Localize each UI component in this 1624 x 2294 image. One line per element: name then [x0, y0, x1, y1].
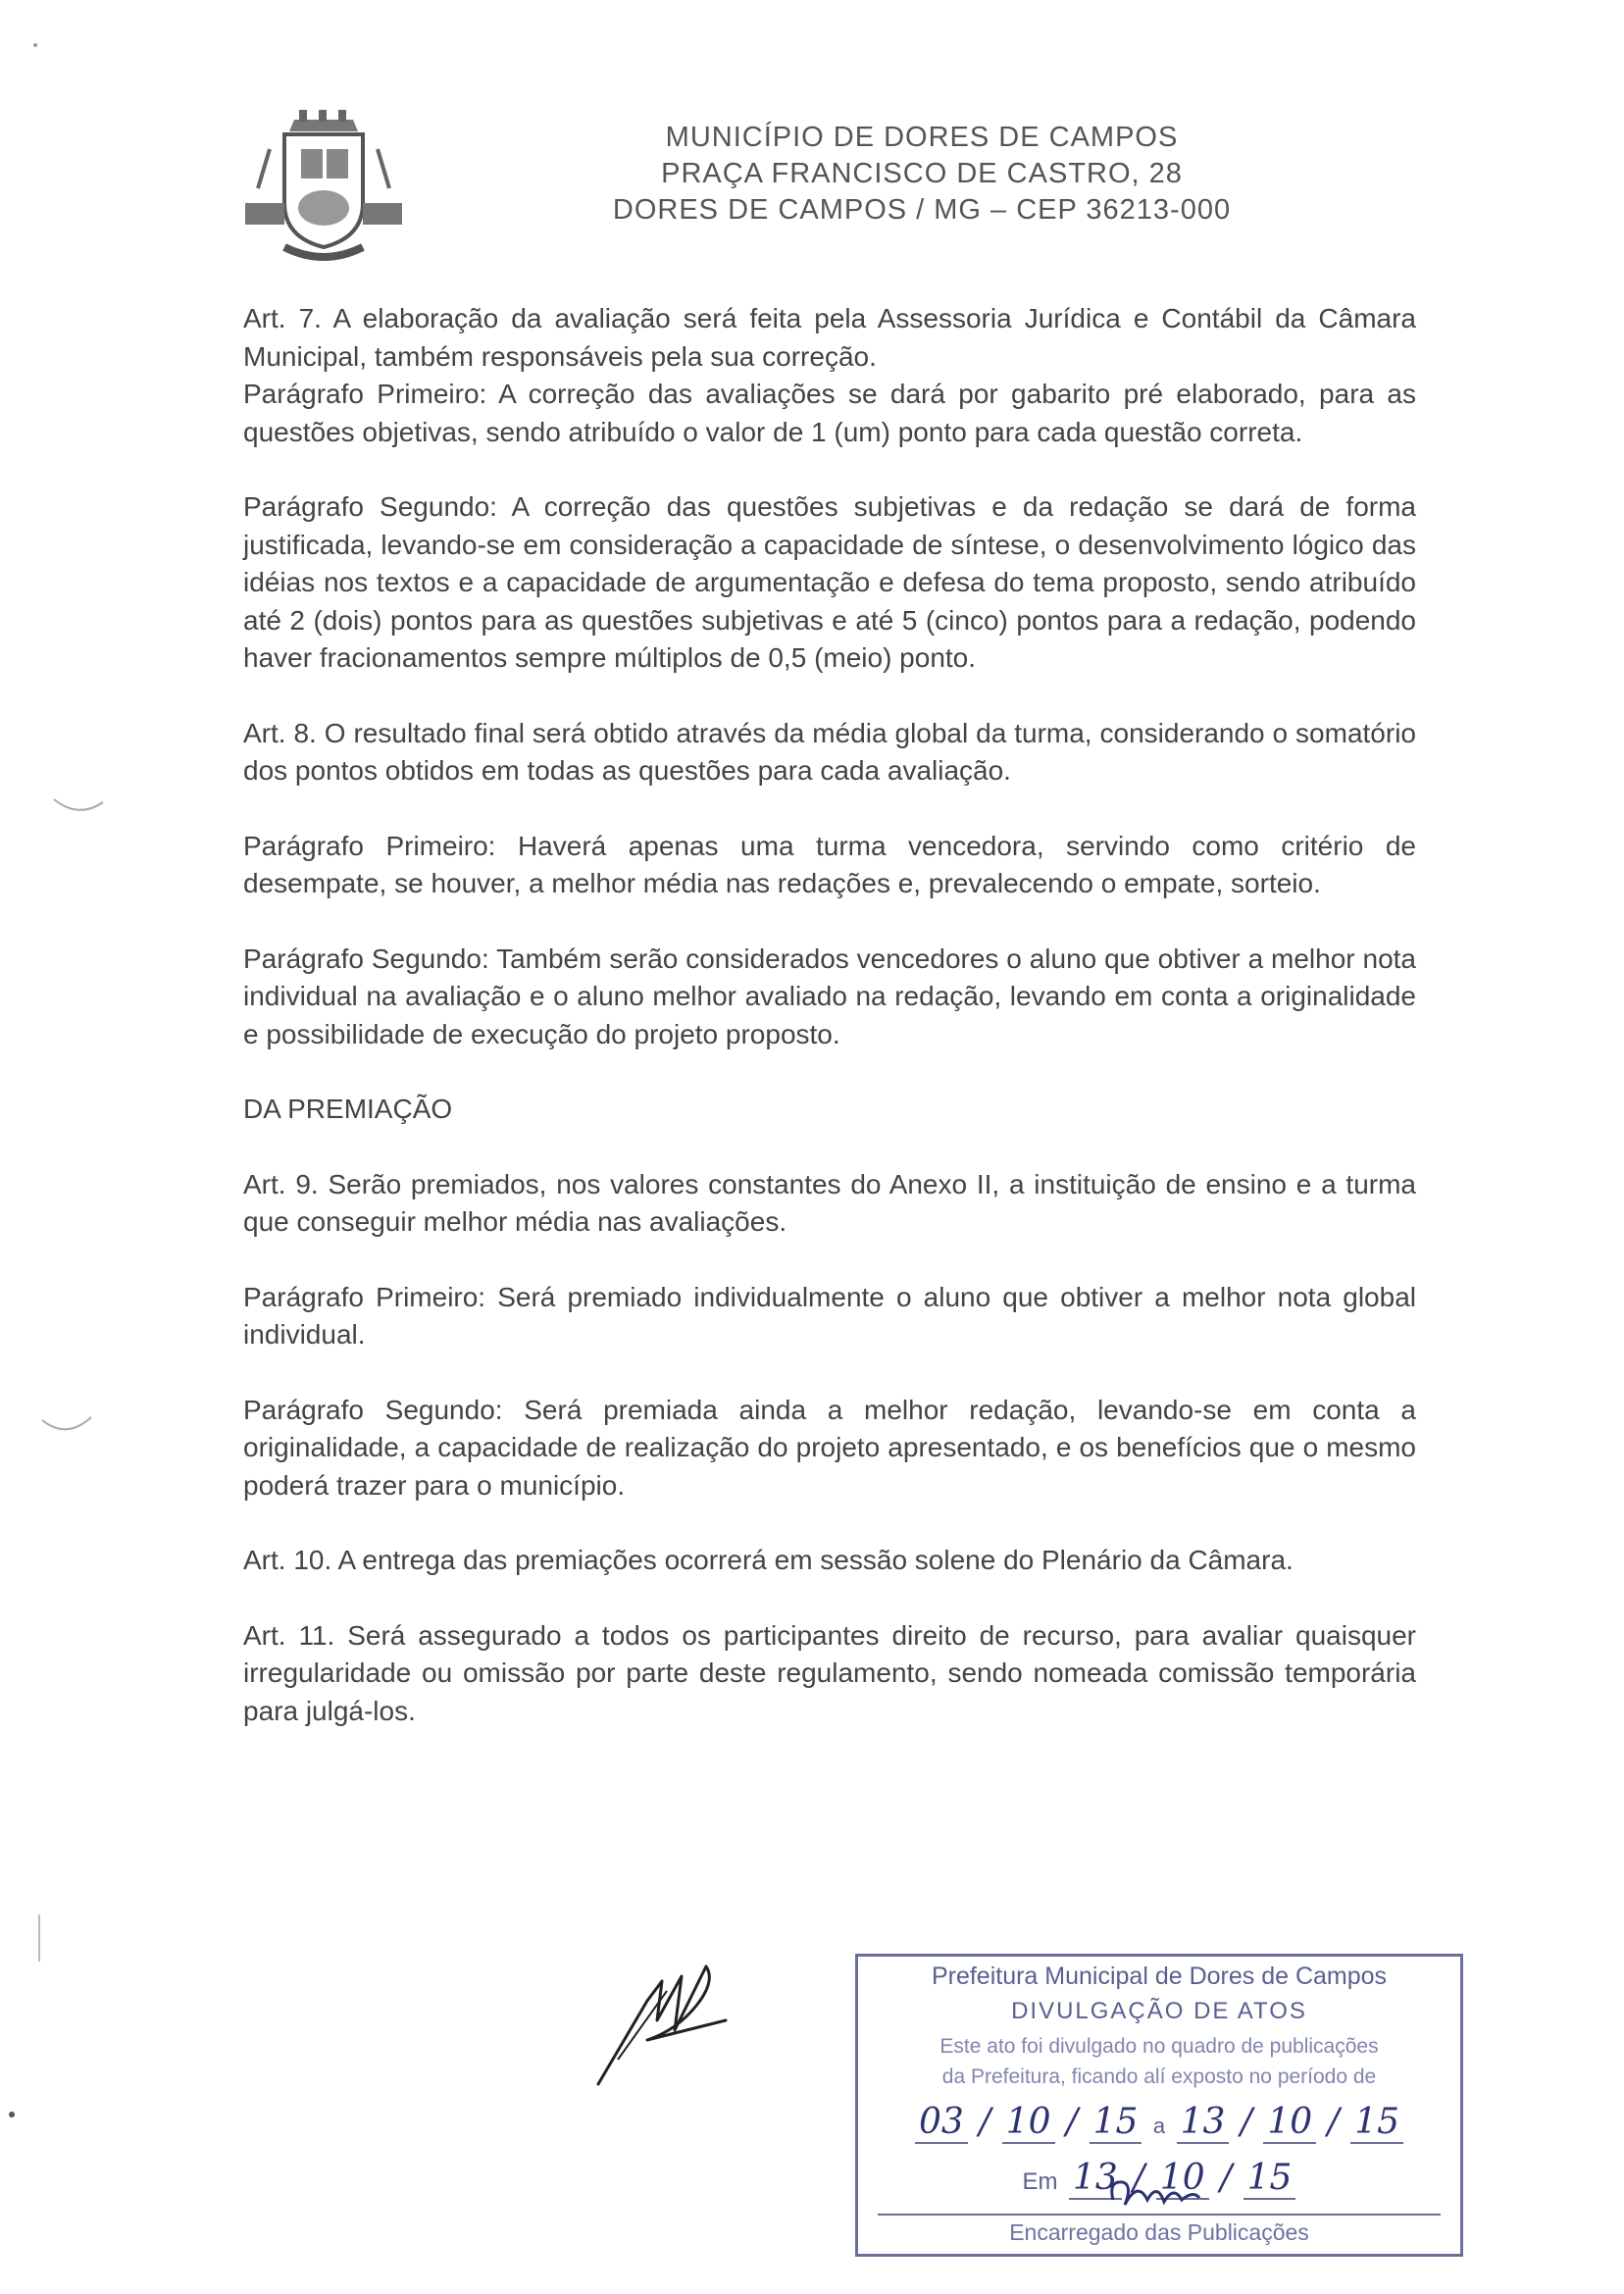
article-7: Art. 7. A elaboração da avaliação será feita pela Assessoria Jurídica e Contábil da Câmara Municipal, também responsáveis pela sua correção. [243, 303, 1416, 372]
regulation-body [243, 300, 1416, 1767]
scan-mark-left-2 [37, 1412, 96, 1442]
letterhead [0, 110, 1624, 237]
header-line-address: PRAÇA FRANCISCO DE CASTRO, 28 [661, 158, 1183, 189]
em-label: Em [1022, 2168, 1058, 2195]
scan-mark-left-1 [49, 794, 108, 824]
period-from-month: 10 [1002, 2102, 1055, 2144]
period-separator: a [1152, 2114, 1166, 2138]
section-title-premiacao: DA PREMIAÇÃO [243, 1094, 453, 1124]
municipal-crest-icon [240, 110, 407, 267]
em-year: 15 [1243, 2158, 1296, 2200]
header-line-city: DORES DE CAMPOS / MG – CEP 36213-000 [612, 194, 1232, 226]
stamp-text-2: da Prefeitura, ficando alí exposto no período de [941, 2065, 1377, 2088]
period-to-month: 10 [1263, 2102, 1316, 2144]
article-7-paragraph-1: Parágrafo Primeiro: A correção das avaliações se dará por gabarito pré elaborado, para as questões objetivas, sendo atribuído o valor de 1 (um) ponto para cada questão correta. [243, 379, 1416, 447]
article-8: Art. 8. O resultado final será obtido através da média global da turma, considerando o somatório dos pontos obtidos em todas as questões para cada avaliação. [243, 717, 1416, 786]
scan-mark-left-3 [29, 1912, 49, 1971]
article-8-paragraph-1: Parágrafo Primeiro: Haverá apenas uma turma vencedora, servindo como critério de desempate, se houver, a melhor média nas redações e, prevalecendo o empate, sorteio. [243, 830, 1416, 898]
article-9: Art. 9. Serão premiados, nos valores constantes do Anexo II, a instituição de ensino e a turma que conseguir melhor média nas avaliações. [243, 1168, 1416, 1237]
handwritten-signature [588, 1962, 736, 2089]
scan-mark-top [29, 39, 49, 59]
stamp-footer: Encarregado das Publicações [1009, 2219, 1309, 2245]
stamp-subtitle: DIVULGAÇÃO DE ATOS [1011, 1998, 1307, 2024]
period-to-day: 13 [1177, 2102, 1230, 2144]
em-month: 10 [1156, 2158, 1209, 2200]
stamp-period: 03 / 10 / 15 a 13 / 10 / 15 [858, 2102, 1460, 2144]
article-9-paragraph-1: Parágrafo Primeiro: Será premiado individualmente o aluno que obtiver a melhor nota global individual. [243, 1281, 1416, 1350]
em-day: 13 [1069, 2158, 1122, 2200]
stamp-initials-signature [1103, 2170, 1211, 2219]
article-7-paragraph-2: Parágrafo Segundo: A correção das questões subjetivas e da redação se dará de forma justificada, levando-se em consideração a capacidade de síntese, o desenvolvimento lógico das idéias nos textos e a capacidade de argumentação e defesa do tema proposto, sendo atribuído até 2 (dois) pontos para as questões subjetivas e até 5 (cinco) pontos para a redação, podendo haver fracionamentos sempre múltiplos de 0,5 (meio) ponto. [243, 491, 1416, 673]
period-from-day: 03 [915, 2102, 968, 2144]
article-9-paragraph-2: Parágrafo Segundo: Será premiada ainda a melhor redação, levando-se em conta a originalidade, a capacidade de realização do projeto apresentado, e os benefícios que o mesmo poderá trazer para o município. [243, 1394, 1416, 1501]
stamp-text-1: Este ato foi divulgado no quadro de publicações [939, 2035, 1379, 2058]
period-to-year: 15 [1350, 2102, 1403, 2144]
header-line-municipality: MUNICÍPIO DE DORES DE CAMPOS [665, 122, 1179, 153]
article-8-paragraph-2: Parágrafo Segundo: Também serão considerados vencedores o aluno que obtiver a melhor nota individual na avaliação e o aluno melhor avaliado na redação, levando em conta a originalidade e possibilidade de execução do projeto proposto. [243, 943, 1416, 1049]
publication-stamp [855, 1954, 1463, 2257]
article-11: Art. 11. Será assegurado a todos os participantes direito de recurso, para avaliar quaisquer irregularidade ou omissão por parte deste regulamento, sendo nomeada comissão temporária para julgá-los. [243, 1619, 1416, 1726]
scan-mark-left-4 [6, 2109, 25, 2128]
stamp-title: Prefeitura Municipal de Dores de Campos [931, 1963, 1388, 1990]
period-from-year: 15 [1090, 2102, 1142, 2144]
article-10: Art. 10. A entrega das premiações ocorrerá em sessão solene do Plenário da Câmara. [243, 1545, 1294, 1575]
stamp-em-date: Em 13 / 10 / 15 [858, 2158, 1460, 2200]
stamp-signature-line [878, 2214, 1441, 2216]
